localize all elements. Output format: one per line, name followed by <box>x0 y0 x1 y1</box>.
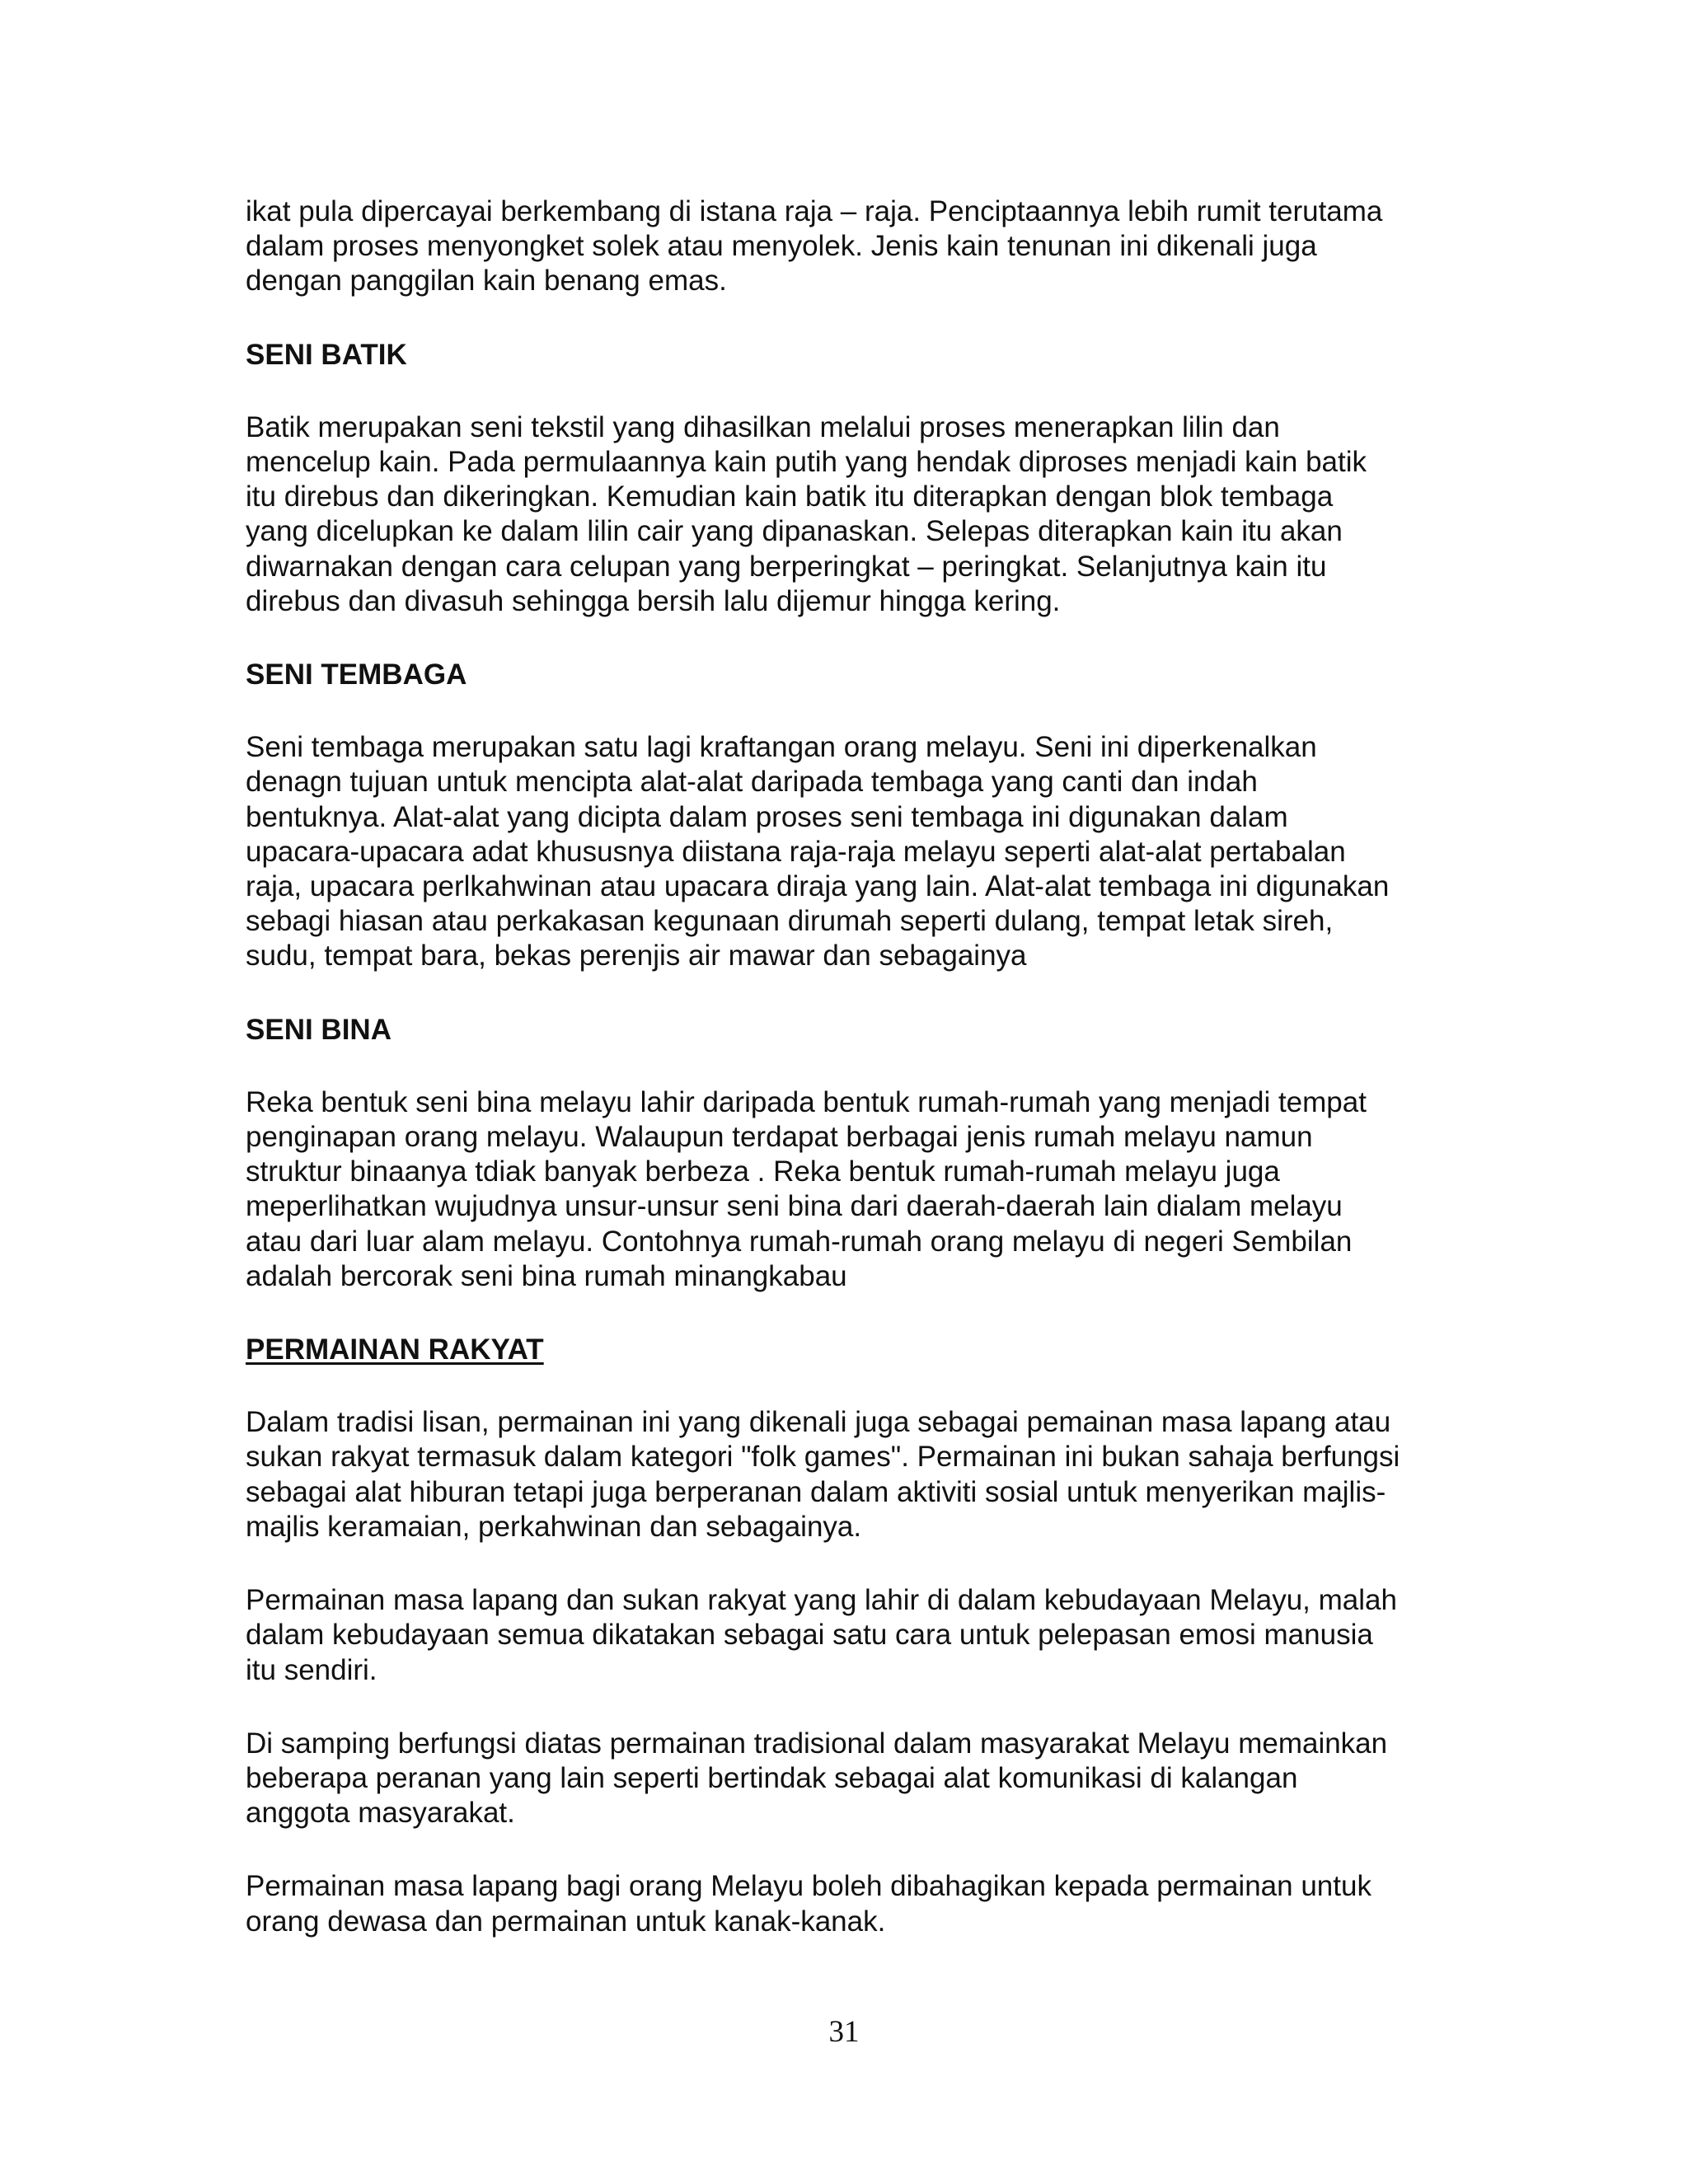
heading-seni-tembaga: SENI TEMBAGA <box>246 658 467 691</box>
heading-seni-batik: SENI BATIK <box>246 338 407 371</box>
page-content <box>246 194 1465 1939</box>
paragraph-permainan-rakyat-1: Dalam tradisi lisan, permainan ini yang dikenali juga sebagai pemainan masa lapang atau sukan rakyat termasuk dalam kategori "folk games". Permainan ini bukan sahaja berfungsi sebagai alat hiburan tetapi juga berperanan dalam aktiviti sosial untuk menyerikan majlis- majlis keramaian, perkahwinan dan sebagainya. <box>246 1406 1400 1543</box>
paragraph-seni-bina: Reka bentuk seni bina melayu lahir daripada bentuk rumah-rumah yang menjadi tempat penginapan orang melayu. Walaupun terdapat berbagai jenis rumah melayu namun struktur binaanya tdiak banyak berbeza . Reka bentuk rumah-rumah melayu juga meperlihatkan wujudnya unsur-unsur seni bina dari daerah-daerah lain dialam melayu atau dari luar alam melayu. Contohnya rumah-rumah orang melayu di negeri Sembilan adalah bercorak seni bina rumah minangkabau <box>246 1085 1367 1292</box>
paragraph-seni-batik: Batik merupakan seni tekstil yang dihasilkan melalui proses menerapkan lilin dan mencelup kain. Pada permulaannya kain putih yang hendak diproses menjadi kain batik itu direbus dan dikeringkan. Kemudian kain batik itu diterapkan dengan blok tembaga yang dicelupkan ke dalam lilin cair yang dipanaskan. Selepas diterapkan kain itu akan diwarnakan dengan cara celupan yang berperingkat – peringkat. Selanjutnya kain itu direbus dan divasuh sehingga bersih lalu dijemur hingga kering. <box>246 410 1367 617</box>
heading-permainan-rakyat: PERMAINAN RAKYAT <box>246 1333 544 1366</box>
heading-seni-bina: SENI BINA <box>246 1013 392 1046</box>
paragraph-kain-songket: ikat pula dipercayai berkembang di istana raja – raja. Penciptaannya lebih rumit terutama dalam proses menyongket solek atau menyolek. Jenis kain tenunan ini dikenali juga dengan panggilan kain benang emas. <box>246 195 1383 298</box>
page-number: 31 <box>828 2015 860 2049</box>
paragraph-seni-tembaga: Seni tembaga merupakan satu lagi kraftangan orang melayu. Seni ini diperkenalkan denagn tujuan untuk mencipta alat-alat daripada tembaga yang canti dan indah bentuknya. Alat-alat yang dicipta dalam proses seni tembaga ini digunakan dalam upacara-upacara adat khususnya diistana raja-raja melayu seperti alat-alat pertabalan raja, upacara perlkahwinan atau upacara diraja yang lain. Alat-alat tembaga ini digunakan sebagi hiasan atau perkakasan kegunaan dirumah seperti dulang, tempat letak sireh, sudu, tempat bara, bekas perenjis air mawar dan sebagainya <box>246 731 1390 972</box>
paragraph-permainan-rakyat-4: Permainan masa lapang bagi orang Melayu boleh dibahagikan kepada permainan untuk orang dewasa dan permainan untuk kanak-kanak. <box>246 1870 1372 1938</box>
paragraph-permainan-rakyat-2: Permainan masa lapang dan sukan rakyat yang lahir di dalam kebudayaan Melayu, malah dalam kebudayaan semua dikatakan sebagai satu cara untuk pelepasan emosi manusia itu sendiri. <box>246 1584 1397 1686</box>
paragraph-permainan-rakyat-3: Di samping berfungsi diatas permainan tradisional dalam masyarakat Melayu memainkan beberapa peranan yang lain seperti bertindak sebagai alat komunikasi di kalangan anggota masyarakat. <box>246 1727 1388 1830</box>
